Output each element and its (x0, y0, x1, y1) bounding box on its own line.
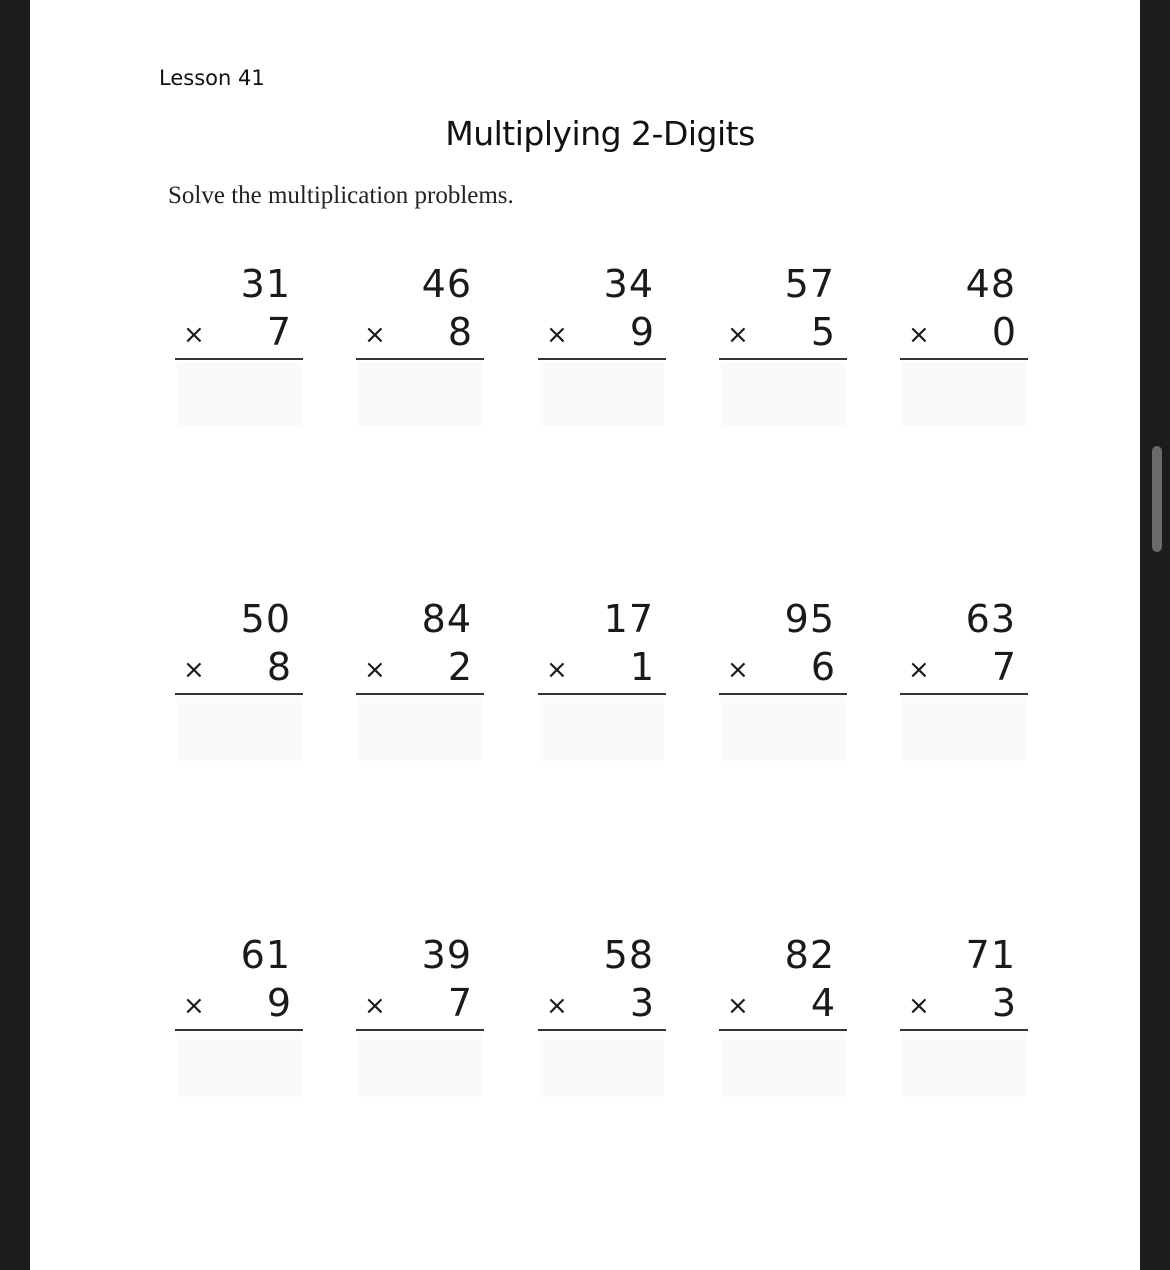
answer-area[interactable] (540, 697, 664, 761)
multiplicand: 39 (421, 933, 472, 977)
answer-line (356, 358, 484, 360)
multiplier: 1 (629, 645, 654, 689)
answer-line (538, 693, 666, 695)
lesson-label: Lesson 41 (159, 66, 265, 90)
problem-2-3 (538, 597, 666, 767)
answer-area[interactable] (540, 362, 664, 426)
answer-area[interactable] (358, 697, 482, 761)
multiplier: 5 (810, 310, 835, 354)
times-icon: × (908, 320, 930, 350)
problem-2-4 (719, 597, 847, 767)
multiplicand: 61 (240, 933, 291, 977)
multiplier: 9 (629, 310, 654, 354)
multiplicand: 71 (965, 933, 1016, 977)
answer-line (719, 358, 847, 360)
multiplicand: 57 (784, 262, 835, 306)
multiplier: 8 (447, 310, 472, 354)
answer-area[interactable] (902, 362, 1026, 426)
answer-line (356, 1029, 484, 1031)
multiplicand: 46 (421, 262, 472, 306)
multiplicand: 58 (603, 933, 654, 977)
problem-1-4 (719, 262, 847, 432)
times-icon: × (908, 991, 930, 1021)
answer-area[interactable] (540, 1033, 664, 1097)
answer-line (900, 358, 1028, 360)
answer-line (900, 1029, 1028, 1031)
scrollbar-thumb[interactable] (1152, 446, 1162, 552)
answer-line (719, 1029, 847, 1031)
times-icon: × (183, 991, 205, 1021)
multiplier: 3 (991, 981, 1016, 1025)
problem-1-5 (900, 262, 1028, 432)
answer-area[interactable] (177, 362, 301, 426)
times-icon: × (727, 991, 749, 1021)
instructions: Solve the multiplication problems. (168, 182, 514, 209)
multiplicand: 17 (603, 597, 654, 641)
problem-3-1 (175, 933, 303, 1103)
times-icon: × (183, 655, 205, 685)
multiplier: 7 (266, 310, 291, 354)
problem-1-1 (175, 262, 303, 432)
multiplier: 4 (810, 981, 835, 1025)
times-icon: × (546, 991, 568, 1021)
multiplicand: 48 (965, 262, 1016, 306)
times-icon: × (183, 320, 205, 350)
answer-area[interactable] (902, 697, 1026, 761)
answer-area[interactable] (902, 1033, 1026, 1097)
multiplier: 8 (266, 645, 291, 689)
multiplier: 9 (266, 981, 291, 1025)
multiplier: 3 (629, 981, 654, 1025)
answer-area[interactable] (358, 362, 482, 426)
answer-line (175, 1029, 303, 1031)
times-icon: × (364, 655, 386, 685)
problem-2-1 (175, 597, 303, 767)
answer-line (719, 693, 847, 695)
problem-1-3 (538, 262, 666, 432)
multiplicand: 31 (240, 262, 291, 306)
answer-area[interactable] (358, 1033, 482, 1097)
multiplicand: 50 (240, 597, 291, 641)
answer-area[interactable] (721, 362, 845, 426)
multiplier: 0 (991, 310, 1016, 354)
answer-line (538, 1029, 666, 1031)
times-icon: × (727, 655, 749, 685)
answer-line (900, 693, 1028, 695)
multiplicand: 63 (965, 597, 1016, 641)
multiplicand: 95 (784, 597, 835, 641)
problem-2-2 (356, 597, 484, 767)
times-icon: × (364, 991, 386, 1021)
worksheet-page (30, 0, 1140, 1270)
answer-line (538, 358, 666, 360)
times-icon: × (546, 320, 568, 350)
multiplicand: 34 (603, 262, 654, 306)
multiplier: 7 (991, 645, 1016, 689)
answer-area[interactable] (721, 1033, 845, 1097)
multiplier: 2 (447, 645, 472, 689)
multiplicand: 82 (784, 933, 835, 977)
answer-line (175, 693, 303, 695)
answer-area[interactable] (177, 1033, 301, 1097)
times-icon: × (364, 320, 386, 350)
multiplier: 6 (810, 645, 835, 689)
page-title: Multiplying 2-Digits (445, 114, 755, 153)
answer-area[interactable] (177, 697, 301, 761)
problem-3-4 (719, 933, 847, 1103)
answer-line (356, 693, 484, 695)
times-icon: × (546, 655, 568, 685)
problem-3-2 (356, 933, 484, 1103)
multiplier: 7 (447, 981, 472, 1025)
times-icon: × (727, 320, 749, 350)
problem-1-2 (356, 262, 484, 432)
answer-line (175, 358, 303, 360)
problem-2-5 (900, 597, 1028, 767)
problem-3-3 (538, 933, 666, 1103)
multiplicand: 84 (421, 597, 472, 641)
times-icon: × (908, 655, 930, 685)
answer-area[interactable] (721, 697, 845, 761)
problem-3-5 (900, 933, 1028, 1103)
